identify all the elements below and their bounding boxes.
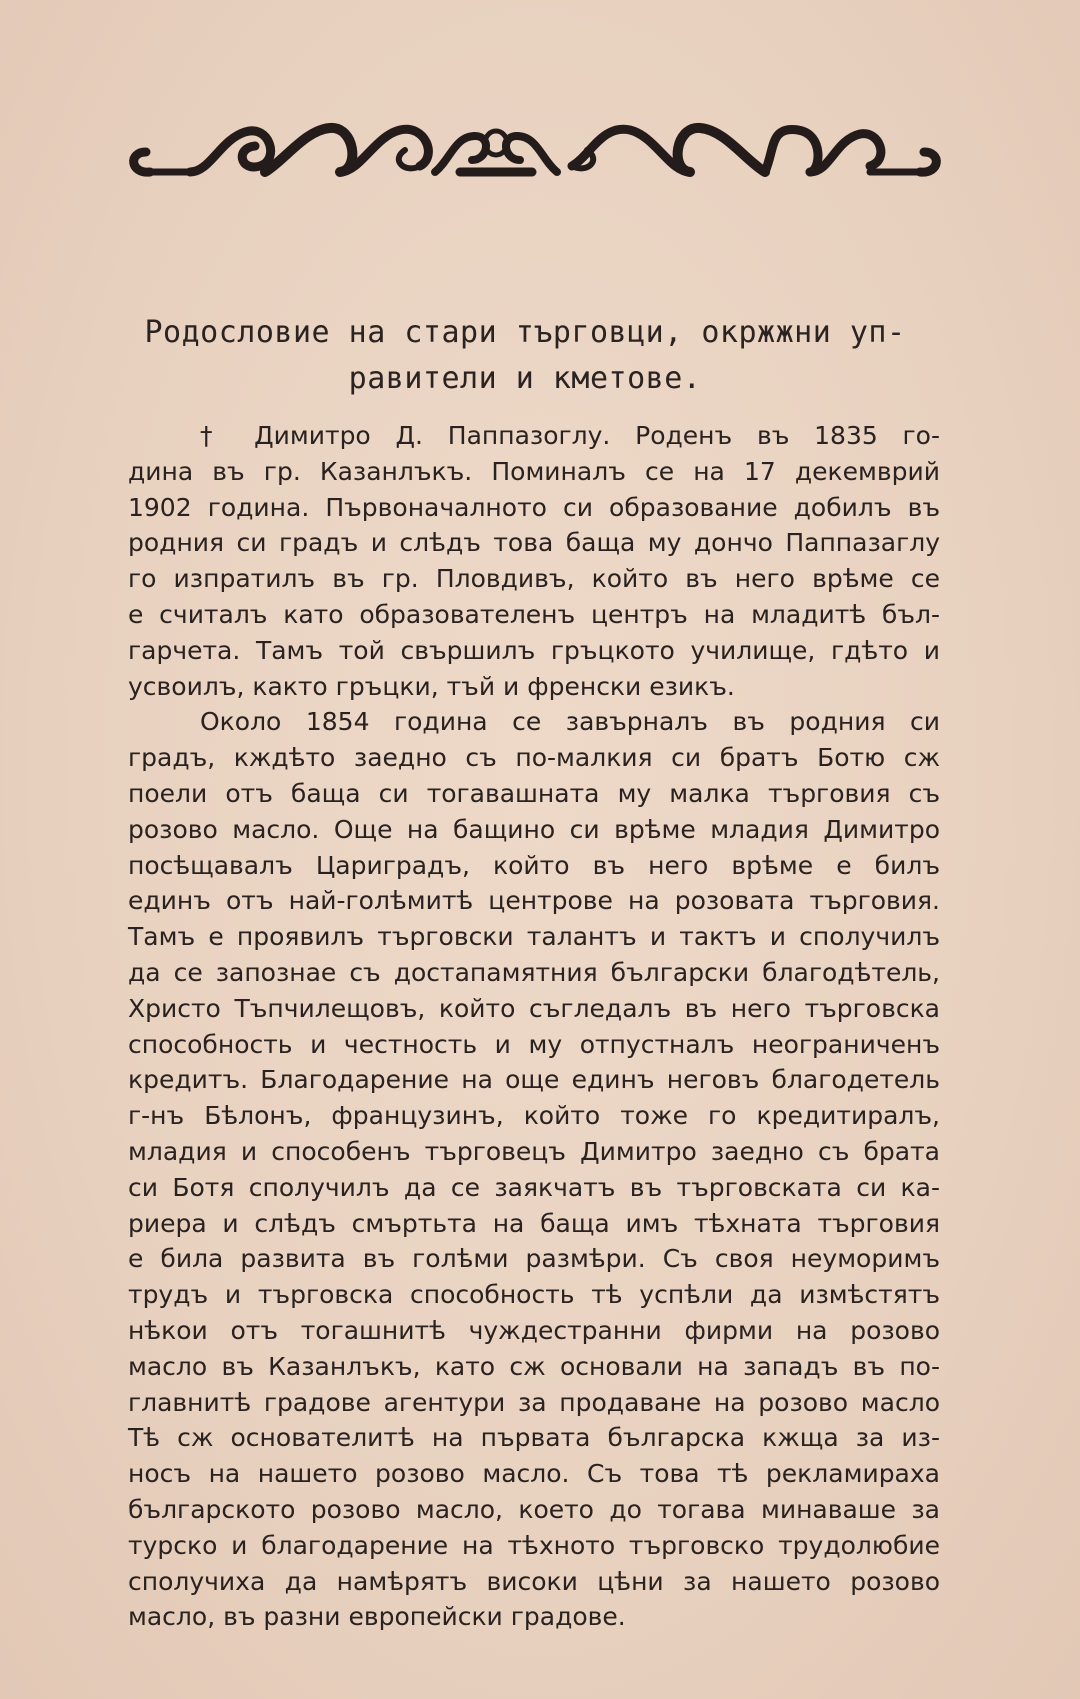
text-line: младия и способенъ търговецъ Димитро заедно съ брата bbox=[128, 1136, 940, 1166]
text-line: си Ботя сполучилъ да се заякчатъ въ търговската си ка- bbox=[128, 1172, 940, 1202]
text-line: розово масло. Още на бащино си врѣме младия Димитро bbox=[128, 814, 940, 844]
text-line: да се запознае съ достапамятния български благодѣтель, bbox=[128, 957, 940, 987]
text-line: е била развита въ голѣми размѣри. Съ своя неуморимъ bbox=[128, 1244, 940, 1274]
text-line: турско и благодарение на тѣхното търговско трудолюбие bbox=[128, 1530, 940, 1560]
text-line: гарчета. Тамъ той свършилъ гръцкото училище, гдѣто и bbox=[128, 635, 940, 665]
article-body bbox=[128, 418, 940, 1635]
text-line: Около 1854 година се завърналъ въ родния си bbox=[200, 707, 940, 737]
text-line: Тамъ е проявилъ търговски талантъ и тактъ и сполучилъ bbox=[128, 922, 940, 952]
text-line: градъ, кждѣто заедно съ по-малкия си братъ Ботю сж bbox=[128, 743, 940, 773]
title-line: равители и кметове. bbox=[348, 361, 702, 396]
text-line: масло въ Казанлъкъ, като сж основали на западъ въ по- bbox=[128, 1351, 940, 1381]
text-line: Тѣ сж основателитѣ на първата българска кжща за из- bbox=[128, 1423, 940, 1453]
decorative-ornament-icon bbox=[120, 100, 950, 200]
text-line: трудъ и търговска способность тѣ успѣли да измѣстятъ bbox=[128, 1280, 940, 1310]
text-line: сполучиха да намѣрятъ високи цѣни за нашето розово bbox=[128, 1566, 940, 1596]
text-line: масло, въ разни европейски градове. bbox=[128, 1602, 626, 1632]
text-line: усвоилъ, както гръцки, тъй и френски езикъ. bbox=[128, 671, 735, 701]
text-line: главнитѣ градове агентури за продаване на розово масло bbox=[128, 1387, 940, 1417]
text-line: способность и честность и му отпустналъ неограниченъ bbox=[128, 1029, 940, 1059]
title-line: Родословие на стари търговци, окржжни уп- bbox=[144, 315, 906, 350]
text-line: кредитъ. Благодарение на още единъ неговъ благодетель bbox=[128, 1065, 940, 1095]
text-line: е считалъ като образователенъ центръ на младитѣ бъл- bbox=[128, 599, 940, 629]
text-line: носъ на нашето розово масло. Съ това тѣ рекламираха bbox=[128, 1459, 940, 1489]
text-line: родния си градъ и слѣдъ това баща му дончо Паппазаглу bbox=[128, 528, 940, 558]
text-line: единъ отъ най-голѣмитѣ центрове на розовата търговия. bbox=[128, 886, 940, 916]
text-line: нѣкои отъ тогашнитѣ чуждестранни фирми на розово bbox=[128, 1315, 940, 1345]
text-line: † Димитро Д. Паппазоглу. Роденъ въ 1835 го- bbox=[200, 421, 940, 450]
text-line: Христо Тъпчилещовъ, който съгледалъ въ него търговска bbox=[128, 993, 940, 1023]
text-line: посѣщавалъ Цариградъ, който въ него врѣме е билъ bbox=[128, 850, 940, 880]
text-line: го изпратилъ въ гр. Пловдивъ, който въ него врѣме се bbox=[128, 564, 940, 594]
text-line: г-нъ Бѣлонъ, французинъ, който тоже го кредитиралъ, bbox=[128, 1101, 940, 1131]
text-line: дина въ гр. Казанлъкъ. Поминалъ се на 17 декемврий bbox=[128, 456, 940, 486]
text-line: риера и слѣдъ смъртьта на баща имъ тѣхната търговия bbox=[128, 1208, 940, 1238]
page-title bbox=[110, 310, 940, 402]
text-line: 1902 година. Първоначалното си образование добилъ въ bbox=[128, 492, 940, 522]
text-line: българското розово масло, което до тогава минаваше за bbox=[128, 1494, 940, 1524]
text-line: поели отъ баща си тогавашната му малка търговия съ bbox=[128, 778, 940, 808]
